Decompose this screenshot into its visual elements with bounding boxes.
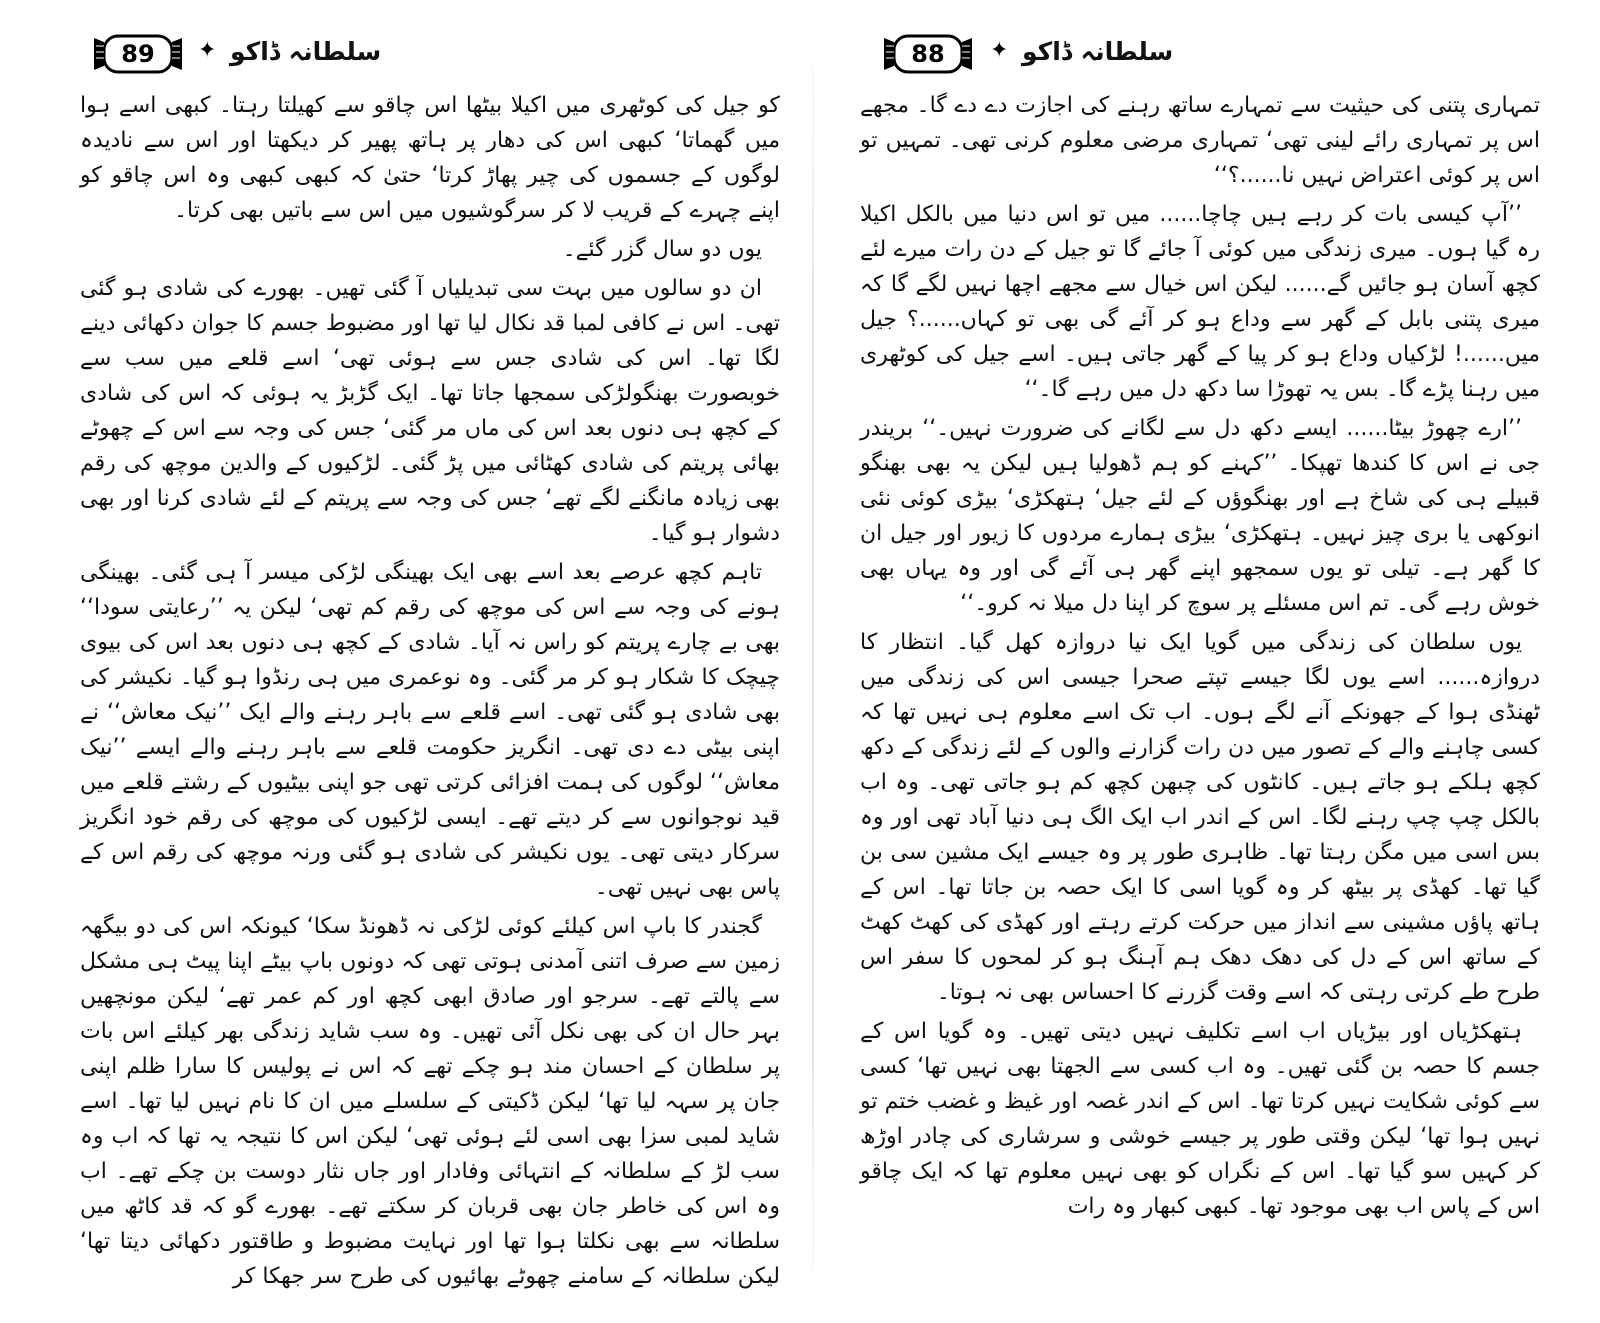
paragraph: ’’آپ کیسی بات کر رہے ہیں چاچا...... میں تو اس دنیا میں بالکل اکیلا رہ گیا ہوں۔ میری زندگی میں کوئی آ جائے گا تو جیل کے دن رات میرے لئے کچھ آسان ہو جائیں گے...... لیکن اس خیال سے مجھے اچھا نہیں لگے گا کہ میری پتنی بابل کے گھر سے وداع ہو کر آئے گی بھی تو کہاں......؟ جیل میں......! لڑکیاں وداع ہو کر پیا کے گھر جاتی ہیں۔ اسے جیل کی کوٹھری میں رہنا پڑے گا۔ بس یہ تھوڑا سا دکھ دل میں رہے گا۔‘‘ bbox=[860, 202, 1540, 402]
paragraph: کو جیل کی کوٹھری میں اکیلا بیٹھا اس چاقو سے کھیلتا رہتا۔ کبھی اسے ہوا میں گھماتا‘ کبھی اس کی دھار پر ہاتھ پھیر کر دیکھتا اور اس سے نادیدہ لوگوں کے جسموں کی چیر پھاڑ کرتا‘ حتیٰ کہ کبھی کبھی وہ اس چاقو کو اپنے چہرے کے قریب لا کر سرگوشیوں میں اس سے باتیں بھی کرتا۔ bbox=[80, 93, 780, 223]
paragraph: ’’ارے چھوڑ بیٹا...... ایسے دکھ دل سے لگانے کی ضرورت نہیں۔‘‘ بریندر جی نے اس کا کندھا تھپکا۔ ’’کہنے کو ہم ڈھولیا ہیں لیکن یہ بھی بھنگو قبیلے ہی کی شاخ ہے اور بھنگوؤں کے لئے جیل‘ ہتھکڑی‘ بیڑی کوئی نئی انوکھی یا بری چیز نہیں۔ ہتھکڑی‘ بیڑی ہمارے مردوں کا زیور اور جیل ان کا گھر ہے۔ تیلی تو یوں سمجھو اپنے گھر ہی آئے گی اور وہ یہاں بھی خوش رہے گی۔ تم اس مسئلے پر سوچ کر اپنا دل میلا نہ کرو۔‘‘ bbox=[860, 416, 1540, 616]
page-number: 89 bbox=[121, 40, 155, 68]
running-title: سلطانہ ڈاکو bbox=[230, 37, 382, 66]
paragraph: یوں دو سال گزر گئے۔ bbox=[562, 237, 762, 262]
page-88 bbox=[840, 0, 1580, 1323]
page-body bbox=[860, 88, 1540, 1228]
page-number-badge bbox=[90, 32, 186, 76]
paragraph: ہتھکڑیاں اور بیڑیاں اب اسے تکلیف نہیں دیتی تھیں۔ وہ گویا اس کے جسم کا حصہ بن گئی تھیں۔ وہ اب کسی سے الجھتا بھی نہیں تھا‘ کسی سے کوئی شکایت نہیں کرتا تھا۔ اس کے اندر غصہ اور غیظ و غضب ختم تو نہیں ہوا تھا‘ لیکن وقتی طور پر جیسے خوشی و سرشاری کی چادر اوڑھ کر کہیں سو گیا تھا۔ اس کے نگراں کو بھی نہیں معلوم تھا کہ ایک چاقو اس کے پاس اب بھی موجود تھا۔ کبھی کبھار وہ رات bbox=[860, 1019, 1540, 1219]
page-number: 88 bbox=[911, 40, 945, 68]
paragraph: یوں سلطان کی زندگی میں گویا ایک نیا دروازہ کھل گیا۔ انتظار کا دروازہ...... اسے یوں لگا جیسے تپتے صحرا جیسی اس کی زندگی میں ٹھنڈی ہوا کے جھونکے آنے لگے ہوں۔ اب تک اسے معلوم ہی نہیں تھا کہ کسی چاہنے والے کے تصور میں دن رات گزارنے والوں کے لئے زندگی کے دکھ کچھ ہلکے ہو جاتے ہیں۔ کانٹوں کی چبھن کچھ کم ہو جاتی تھی۔ وہ اب بالکل چپ چپ رہنے لگا۔ اس کے اندر اب ایک الگ ہی دنیا آباد تھی اور وہ بس اسی میں مگن رہتا تھا۔ ظاہری طور پر وہ جیسے ایک مشین سی بن گیا تھا۔ کھڈی پر بیٹھ کر وہ گویا اسی کا ایک حصہ بن جاتا تھا۔ اس کے ہاتھ پاؤں مشینی سے انداز میں حرکت کرتے رہتے اور کھڈی کی کھٹ کھٹ کے ساتھ اس کے دل کی دھک دھک ہم آہنگ ہو کر لمحوں کا سفر اس طرح طے کرتی رہتی کہ اسے وقت گزرنے کا احساس بھی نہ ہوتا۔ bbox=[860, 630, 1540, 1005]
paragraph: تمہاری پتنی کی حیثیت سے تمہارے ساتھ رہنے کی اجازت دے دے گا۔ مجھے اس پر تمہاری رائے لینی تھی‘ تمہاری مرضی معلوم کرنی تھی۔ تمہیں تو اس پر کوئی اعتراض نہیں نا......؟‘‘ bbox=[860, 93, 1540, 188]
star-ornament-icon: ✦ bbox=[198, 38, 217, 63]
page-89 bbox=[40, 0, 800, 1323]
book-gutter bbox=[812, 30, 814, 1310]
page-header bbox=[840, 28, 1580, 80]
running-title: سلطانہ ڈاکو bbox=[1022, 37, 1174, 66]
paragraph: ان دو سالوں میں بہت سی تبدیلیاں آ گئی تھیں۔ بھورے کی شادی ہو گئی تھی۔ اس نے کافی لمبا قد نکال لیا تھا اور مضبوط جسم کا جوان دکھائی دینے لگا تھا۔ اس کی شادی جس سے ہوئی تھی‘ اسے قلعے میں سب سے خوبصورت بھنگولڑکی سمجھا جاتا تھا۔ ایک گڑبڑ یہ ہوئی کہ اس کی شادی کے کچھ ہی دنوں بعد اس کی ماں مر گئی‘ جس کی وجہ سے اس کے چھوٹے بھائی پریتم کی شادی کھٹائی میں پڑ گئی۔ لڑکیوں کے والدین موچھ کی رقم بھی زیادہ مانگنے لگے تھے‘ جس کی وجہ سے پریتم کے لئے شادی کرنا اور بھی دشوار ہو گیا۔ bbox=[80, 276, 780, 546]
star-ornament-icon: ✦ bbox=[990, 38, 1009, 63]
page-header bbox=[40, 28, 800, 80]
page-number-badge bbox=[880, 32, 976, 76]
paragraph: گجندر کا باپ اس کیلئے کوئی لڑکی نہ ڈھونڈ سکا‘ کیونکہ اس کی دو بیگھہ زمین سے صرف اتنی آمدنی ہوتی تھی کہ دونوں باپ بیٹے اپنا پیٹ ہی مشکل سے پالتے تھے۔ سرجو اور صادق ابھی کچھ اور کم عمر تھے‘ لیکن مونچھیں بہر حال ان کی بھی نکل آئی تھیں۔ وہ سب شاید زندگی بھر کیلئے اس بات پر سلطان کے احسان مند ہو چکے تھے کہ اس نے پولیس کا سارا ظلم اپنی جان پر سہہ لیا تھا‘ لیکن ڈکیتی کے سلسلے میں ان کا نام نہیں لیا تھا۔ اسے شاید لمبی سزا بھی اسی لئے ہوئی تھی‘ لیکن اس کا نتیجہ یہ تھا کہ اب وہ سب لڑ کے سلطانہ کے انتہائی وفادار اور جاں نثار دوست بن چکے تھے۔ اب وہ اس کی خاطر جان بھی قربان کر سکتے تھے۔ بھورے گو کہ قد کاٹھ میں سلطانہ سے بھی نکلتا ہوا تھا اور نہایت مضبوط و طاقتور دکھائی دیتا تھا‘ لیکن سلطانہ کے سامنے چھوٹے بھائیوں کی طرح سر جھکا کر bbox=[80, 914, 780, 1289]
paragraph: تاہم کچھ عرصے بعد اسے بھی ایک بھینگی لڑکی میسر آ ہی گئی۔ بھینگی ہونے کی وجہ سے اس کی موچھ کی رقم کم تھی‘ لیکن یہ ’’رعایتی سودا‘‘ بھی بے چارے پریتم کو راس نہ آیا۔ شادی کے کچھ ہی دنوں بعد اس کی بیوی چیچک کا شکار ہو کر مر گئی۔ وہ نوعمری میں ہی رنڈوا ہو گیا۔ نکیشر کی بھی شادی ہو گئی تھی۔ اسے قلعے سے باہر رہنے والے ایک ’’نیک معاش‘‘ نے اپنی بیٹی دے دی تھی۔ انگریز حکومت قلعے سے باہر رہنے والے ایسے ’’نیک معاش‘‘ لوگوں کی ہمت افزائی کرتی تھی جو اپنی بیٹیوں کے رشتے قلعے میں قید نوجوانوں سے کر دیتے تھے۔ ایسی لڑکیوں کی موچھ کی رقم خود انگریز سرکار دیتی تھی۔ یوں نکیشر کی شادی ہو گئی ورنہ موچھ کی رقم اس کے پاس بھی نہیں تھی۔ bbox=[80, 560, 780, 900]
page-body bbox=[80, 88, 780, 1298]
